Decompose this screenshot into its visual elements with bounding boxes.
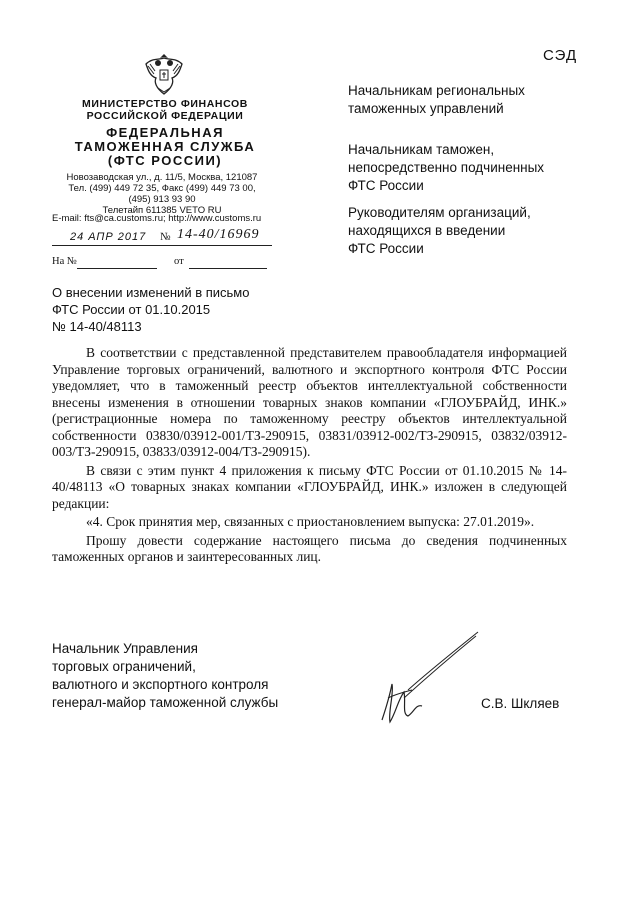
recipient-line: находящихся в введении: [348, 223, 506, 238]
subject-line: № 14-40/48113: [52, 319, 142, 334]
from-label: от: [174, 256, 184, 267]
subject-line: ФТС России от 01.10.2015: [52, 302, 211, 317]
address-line: Тел. (499) 449 72 35, Факс (499) 449 73 00,: [68, 183, 256, 194]
recipient-line: Руководителям организаций,: [348, 205, 531, 220]
letter-body: [52, 345, 567, 568]
sed-mark: СЭД: [543, 47, 578, 64]
recipient-organizations: [348, 204, 531, 258]
on-number-underline: [77, 268, 157, 269]
contact-email: E-mail: fts@ca.customs.ru; http://www.customs.ru: [52, 213, 262, 224]
reference-line: [52, 256, 272, 272]
registration-underline: [52, 245, 272, 246]
recipient-line: Начальникам региональных: [348, 83, 525, 98]
subject-line: О внесении изменений в письмо: [52, 285, 250, 300]
position-line: торговых ограничений,: [52, 659, 196, 674]
from-underline: [189, 268, 267, 269]
ministry-name: [60, 98, 270, 122]
letter-subject: [52, 284, 249, 335]
service-line: (ФТС РОССИИ): [107, 153, 223, 168]
position-line: генерал-майор таможенной службы: [52, 695, 279, 710]
service-name: [60, 126, 270, 168]
registration-line: [52, 229, 272, 249]
registration-date: 24 АПР 2017: [70, 231, 147, 243]
signatory-position: [52, 640, 278, 712]
recipient-regional: [348, 82, 525, 118]
service-line: ФЕДЕРАЛЬНАЯ: [106, 125, 224, 140]
body-paragraph: «4. Срок принятия мер, связанных с приостановлением выпуска: 27.01.2019».: [86, 514, 535, 529]
position-line: валютного и экспортного контроля: [52, 677, 269, 692]
service-line: ТАМОЖЕННАЯ СЛУЖБА: [74, 139, 256, 154]
recipient-customs: [348, 141, 544, 195]
signatory-name: С.В. Шкляев: [481, 696, 560, 711]
address-line: (495) 913 93 90: [128, 194, 196, 205]
recipient-line: таможенных управлений: [348, 101, 504, 116]
recipient-line: непосредственно подчиненных: [348, 160, 545, 175]
recipient-line: Начальникам таможен,: [348, 142, 495, 157]
body-paragraph: В связи с этим пункт 4 приложения к письму ФТС России от 01.10.2015 № 14-40/48113 «О товарных знаках компании «ГЛОУБРАЙД, ИНК.» изложен в следующей редакции:: [52, 462, 567, 511]
address-line: Телетайп 611385 VETO RU: [102, 205, 222, 216]
recipient-line: ФТС России: [348, 241, 424, 256]
coat-of-arms-icon: [138, 48, 190, 100]
recipient-line: ФТС России: [348, 178, 424, 193]
handwritten-signature: [368, 628, 486, 728]
registration-number-label: №: [160, 231, 171, 243]
position-line: Начальник Управления: [52, 641, 198, 656]
registration-number: 14-40/16969: [177, 227, 260, 242]
body-paragraph: В соответствии с представленной представителем правообладателя информацией Управление торговых ограничений, валютного и экспортного контроля ФТС России уведомляет, что в таможенный реестр объектов интеллектуальной собственности внесены изменения в отношении товарных знаков компании «ГЛОУБРАЙД, ИНК.» (регистрационные номера по таможенному реестру объектов интеллектуальной собственности 03830/03912-001/ТЗ-290915, 03831/03912-002/ТЗ-290915, 03832/03912-003/ТЗ-290915, 03833/03912-004/ТЗ-290915).: [52, 345, 567, 459]
ministry-line: МИНИСТЕРСТВО ФИНАНСОВ: [82, 98, 248, 110]
body-paragraph: Прошу довести содержание настоящего письма до сведения подчиненных таможенных органов и заинтересованных лиц.: [52, 532, 567, 564]
address-line: Новозаводская ул., д. 11/5, Москва, 121087: [66, 172, 258, 183]
on-number-label: На №: [52, 256, 77, 267]
address-block: [52, 172, 272, 216]
ministry-line: РОССИЙСКОЙ ФЕДЕРАЦИИ: [86, 110, 244, 122]
